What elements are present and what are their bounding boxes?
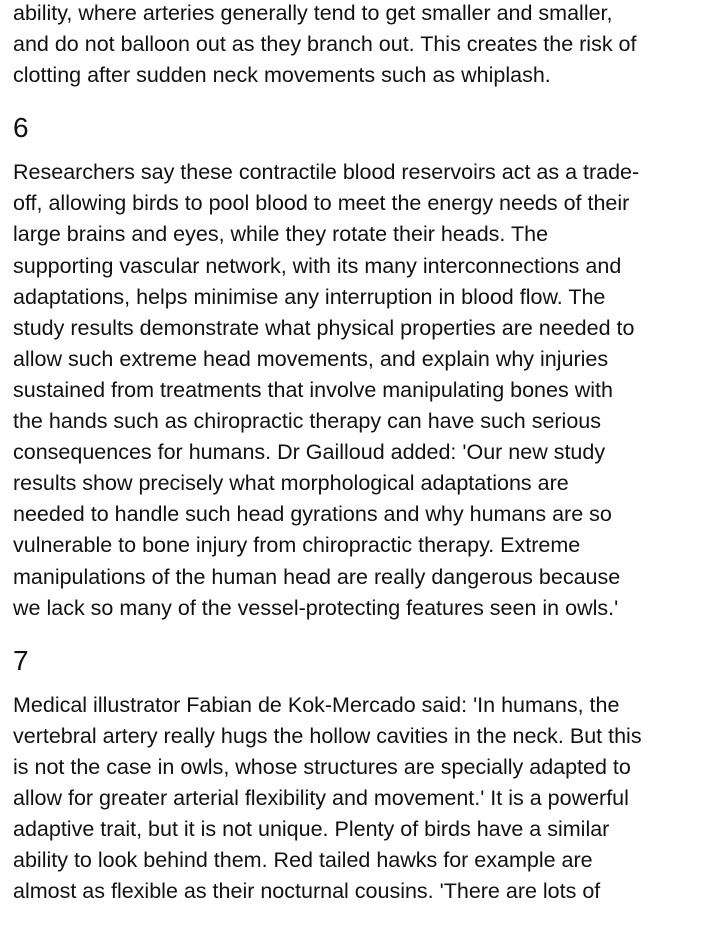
paragraph-continued — [13, 0, 705, 91]
section-number-7: 7 — [13, 644, 29, 676]
text-line: allow such extreme head movements, and explain why injuries — [13, 346, 609, 371]
text-line: is not the case in owls, whose structures are specially adapted to — [13, 754, 631, 779]
text-line: needed to handle such head gyrations and why humans are so — [13, 502, 612, 527]
text-line: ability to look behind them. Red tailed hawks for example are — [13, 848, 593, 873]
text-line: large brains and eyes, while they rotate their heads. The — [13, 222, 549, 247]
text-line: almost as flexible as their nocturnal cousins. 'There are lots of — [13, 879, 601, 904]
text-line: Researchers say these contractile blood reservoirs act as a trade- — [13, 160, 640, 185]
text-line: supporting vascular network, with its many interconnections and — [13, 253, 622, 278]
text-line: study results demonstrate what physical properties are needed to — [13, 315, 635, 340]
text-line: allow for greater arterial flexibility and movement.' It is a powerful — [13, 785, 629, 810]
text-line: consequences for humans. Dr Gailloud added: 'Our new study — [13, 440, 606, 465]
text-line: manipulations of the human head are really dangerous because — [13, 564, 621, 589]
paragraph-7 — [13, 690, 705, 908]
text-line: adaptive trait, but it is not unique. Plenty of birds have a similar — [13, 817, 610, 842]
text-line: clotting after sudden neck movements such as whiplash. — [13, 63, 551, 88]
text-line: the hands such as chiropractic therapy can have such serious — [13, 409, 601, 434]
text-line: vulnerable to bone injury from chiropractic therapy. Extreme — [13, 533, 581, 558]
text-line: ability, where arteries generally tend to get smaller and smaller, — [13, 1, 613, 25]
text-line: Medical illustrator Fabian de Kok-Mercado said: 'In humans, the — [13, 692, 620, 717]
text-line: and do not balloon out as they branch out. This creates the risk of — [13, 32, 637, 57]
text-line: we lack so many of the vessel-protecting features seen in owls.' — [13, 595, 619, 620]
text-line: off, allowing birds to pool blood to meet the energy needs of their — [13, 191, 630, 216]
text-line: results show precisely what morphological adaptations are — [13, 471, 569, 496]
text-line: vertebral artery really hugs the hollow cavities in the neck. But this — [13, 723, 642, 748]
section-number-6: 6 — [13, 112, 29, 144]
text-line: sustained from treatments that involve manipulating bones with — [13, 377, 613, 402]
text-line: adaptations, helps minimise any interruption in blood flow. The — [13, 284, 606, 309]
paragraph-6 — [13, 157, 705, 623]
article-page — [13, 0, 705, 907]
